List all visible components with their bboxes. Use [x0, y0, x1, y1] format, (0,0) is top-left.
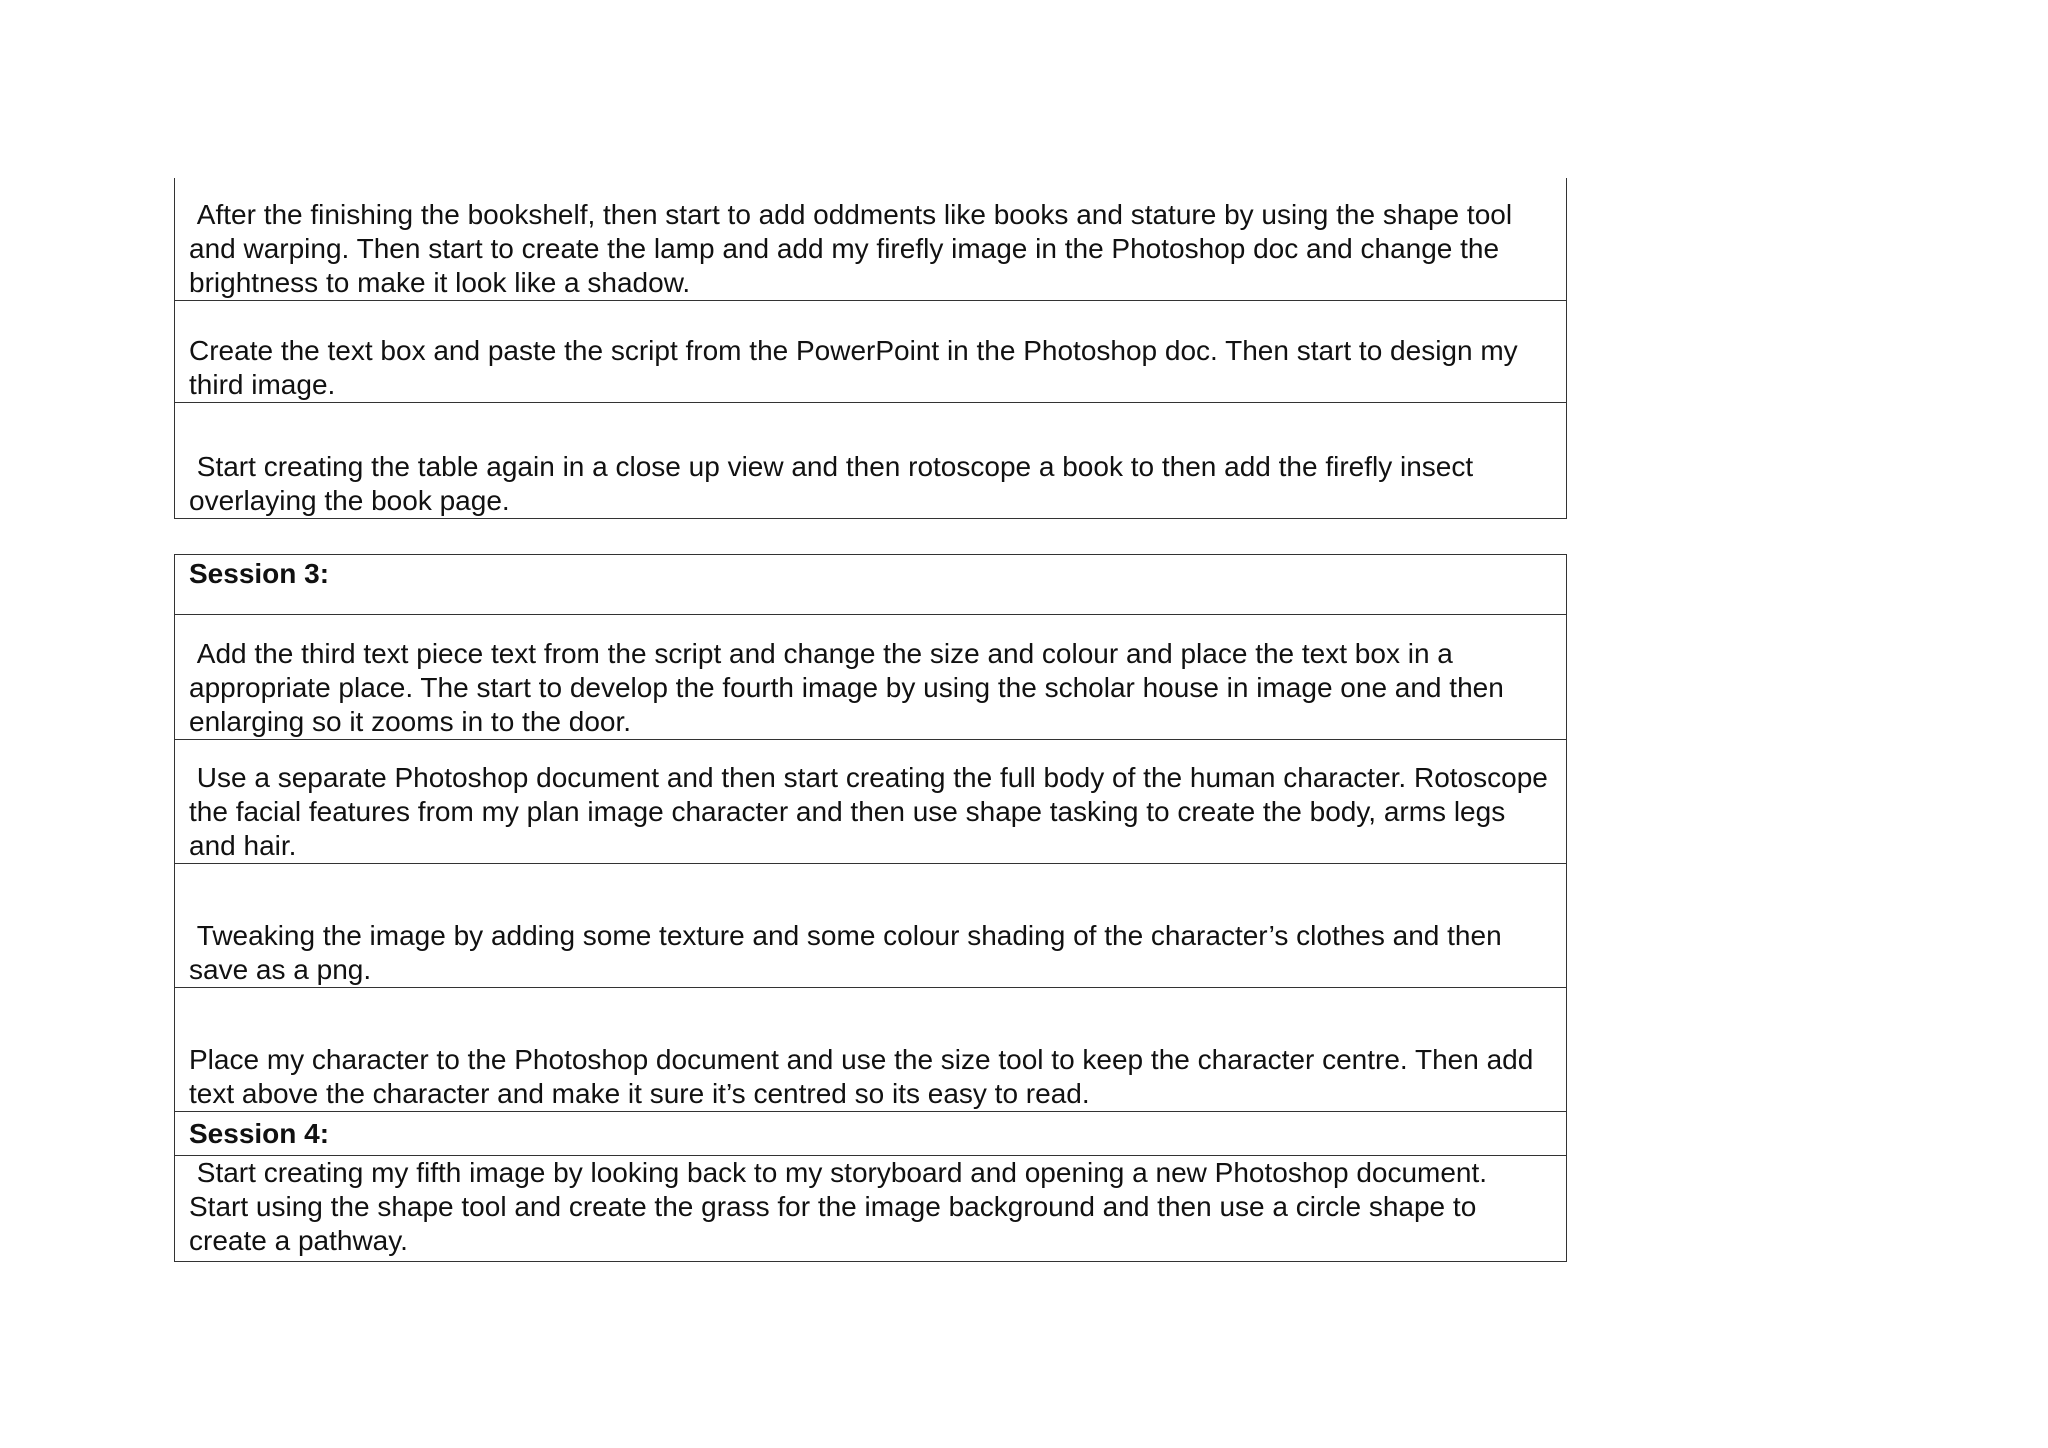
table-cell: [175, 615, 1567, 740]
cell-text: After the finishing the bookshelf, then start to add oddments like books and stature by using the shape tool and warping. Then start to create the lamp and add my firefly image in the Photoshop doc and change the brightness to make it look like a shadow.: [189, 198, 1513, 298]
table-cell: [175, 864, 1567, 988]
table-cell: [175, 300, 1567, 402]
table-cell: [175, 740, 1567, 864]
cell-text: Use a separate Photoshop document and then start creating the full body of the human character. Rotoscope the facial features from my plan image character and then use shape tasking to create the body, arms legs and hair.: [189, 762, 1548, 861]
session-3-header: Session 3:: [175, 555, 1567, 615]
table-cell: [175, 402, 1567, 518]
cell-text: Place my character to the Photoshop document and use the size tool to keep the character centre. Then add text above the character and make it sure it’s centred so its easy to read.: [189, 1044, 1534, 1109]
cell-text: Start creating my fifth image by looking back to my storyboard and opening a new Photoshop document. Start using the shape tool and create the grass for the image background and then use a circle shape to create a pathway.: [189, 1157, 1488, 1256]
cell-text: Start creating the table again in a close up view and then rotoscope a book to then add the firefly insect overlaying the book page.: [189, 450, 1474, 516]
cell-text: Create the text box and paste the script from the PowerPoint in the Photoshop doc. Then start to design my third image.: [189, 334, 1518, 400]
table-cell: [175, 1156, 1567, 1262]
table-row: [175, 615, 1567, 740]
table-row: [175, 1112, 1567, 1156]
table-row: [175, 402, 1567, 518]
table-cell: [175, 988, 1567, 1112]
table-row: [175, 300, 1567, 402]
session-2-continued-table: [174, 178, 1567, 519]
table-row: [175, 178, 1567, 300]
table-row: [175, 555, 1567, 615]
cell-text: Add the third text piece text from the script and change the size and colour and place the text box in a appropriate place. The start to develop the fourth image by using the scholar house in image one and then enlarging so it zooms in to the door.: [189, 638, 1504, 737]
table-row: [175, 1156, 1567, 1262]
table-row: [175, 740, 1567, 864]
table-row: [175, 864, 1567, 988]
table-cell: [175, 178, 1567, 300]
session-3-4-table: [174, 554, 1567, 1262]
table-row: [175, 988, 1567, 1112]
session-4-header: Session 4:: [175, 1112, 1567, 1156]
cell-text: Tweaking the image by adding some texture and some colour shading of the character’s clothes and then save as a png.: [189, 920, 1502, 985]
